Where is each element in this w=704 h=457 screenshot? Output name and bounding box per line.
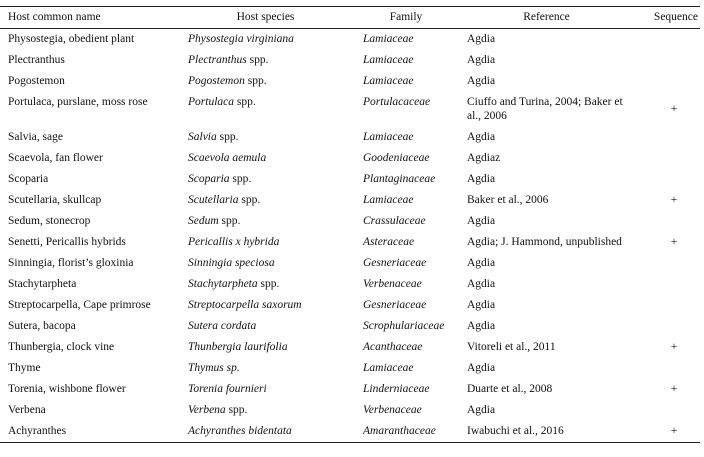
reference-cell: Agdiaz [467, 152, 501, 164]
family-cell: Plantaginaceae [363, 173, 436, 185]
host-common-name-cell: Scoparia [8, 173, 49, 185]
table-row [0, 92, 700, 127]
reference-cell: Agdia [467, 362, 496, 374]
table-row [0, 190, 700, 211]
sequence-cell [634, 169, 700, 190]
family-cell: Lamiaceae [363, 131, 414, 143]
sequence-cell: + [670, 194, 678, 206]
reference-cell: Agdia; J. Hammond, unpublished [467, 236, 622, 248]
species-name: Thunbergia laurifolia [188, 341, 288, 353]
family-cell: Lamiaceae [363, 33, 414, 45]
reference-cell: Agdia [467, 215, 496, 227]
reference-cell: Agdia [467, 54, 496, 66]
reference-cell: Vitoreli et al., 2011 [467, 341, 556, 353]
reference-cell: Agdia [467, 131, 496, 143]
host-species-cell [178, 127, 353, 148]
family-cell: Scrophulariaceae [363, 320, 445, 332]
family-cell: Lamiaceae [363, 75, 414, 87]
reference-cell: Agdia [467, 320, 496, 332]
species-suffix: spp. [246, 54, 269, 66]
host-common-name-cell: Pogostemon [8, 75, 65, 87]
host-species-cell [178, 211, 353, 232]
host-species-cell [178, 316, 353, 337]
family-cell: Crassulaceae [363, 215, 426, 227]
table-row [0, 274, 700, 295]
species-name: Scoparia [188, 173, 230, 185]
reference-cell: Agdia [467, 257, 496, 269]
table-row [0, 316, 700, 337]
reference-cell: Agdia [467, 33, 496, 45]
table-row [0, 71, 700, 92]
table-row [0, 379, 700, 400]
header-host-species: Host species [178, 7, 353, 29]
species-name: Scaevola aemula [188, 152, 267, 164]
header-family: Family [353, 7, 459, 29]
table-row [0, 337, 700, 358]
species-name: Physostegia virginiana [188, 33, 294, 45]
host-species-cell [178, 71, 353, 92]
family-cell: Lamiaceae [363, 194, 414, 206]
host-common-name-cell: Physostegia, obedient plant [8, 33, 135, 45]
family-cell: Goodeniaceae [363, 152, 430, 164]
table-row [0, 295, 700, 316]
species-suffix: spp. [257, 278, 280, 290]
table-row [0, 29, 700, 51]
table-row [0, 50, 700, 71]
host-common-name-cell: Plectranthus [8, 54, 65, 66]
species-name: Sutera cordata [188, 320, 257, 332]
table-row [0, 169, 700, 190]
family-cell: Linderniaceae [363, 383, 430, 395]
sequence-cell [634, 400, 700, 421]
sequence-cell [634, 358, 700, 379]
family-cell: Gesneriaceae [363, 299, 427, 311]
table-body [0, 29, 700, 443]
sequence-cell [634, 71, 700, 92]
host-species-cell [178, 50, 353, 71]
sequence-cell: + [670, 383, 678, 395]
host-common-name-cell: Portulaca, purslane, moss rose [8, 96, 148, 108]
reference-cell: Agdia [467, 75, 496, 87]
sequence-cell [634, 127, 700, 148]
table-row [0, 127, 700, 148]
species-name: Scutellaria [188, 194, 239, 206]
host-common-name-cell: Sedum, stonecrop [8, 215, 91, 227]
family-cell: Acanthaceae [363, 341, 423, 353]
host-species-cell [178, 92, 353, 127]
family-cell: Verbenaceae [363, 278, 422, 290]
host-species-cell [178, 253, 353, 274]
header-sequence: Sequence [634, 7, 700, 29]
family-cell: Lamiaceae [363, 362, 414, 374]
family-cell: Portulacaceae [363, 96, 431, 108]
species-name: Achyranthes bidentata [188, 425, 292, 437]
species-suffix: spp. [234, 96, 256, 108]
host-common-name-cell: Sutera, bacopa [8, 320, 76, 332]
species-suffix: spp. [218, 215, 241, 227]
sequence-cell [634, 316, 700, 337]
table-row [0, 253, 700, 274]
species-name: Pericallis x hybrida [188, 236, 280, 248]
species-name: Pogostemon [188, 75, 245, 87]
host-species-cell [178, 379, 353, 400]
table-row [0, 232, 700, 253]
host-common-name-cell: Stachytarpheta [8, 278, 77, 290]
table-row [0, 211, 700, 232]
species-suffix: spp. [229, 173, 252, 185]
reference-cell: Iwabuchi et al., 2016 [459, 421, 634, 443]
host-common-name-cell: Thyme [8, 362, 41, 374]
sequence-cell [634, 50, 700, 71]
family-cell: Asteraceae [363, 236, 415, 248]
table-row [0, 358, 700, 379]
sequence-cell: + [670, 103, 678, 115]
reference-cell: Agdia [467, 404, 496, 416]
species-name: Thymus sp. [188, 362, 240, 374]
species-name: Torenia fournieri [188, 383, 267, 395]
sequence-cell: + [670, 236, 678, 248]
host-common-name-cell: Salvia, sage [8, 131, 63, 143]
sequence-cell [634, 253, 700, 274]
header-host-common-name: Host common name [0, 7, 178, 29]
species-name: Plectranthus [188, 54, 247, 66]
host-common-name-cell: Streptocarpella, Cape primrose [8, 299, 151, 311]
host-common-name-cell: Scaevola, fan flower [8, 152, 103, 164]
host-common-name-cell: Sinningia, florist’s gloxinia [8, 257, 134, 269]
host-species-cell [178, 421, 353, 443]
species-name: Portulaca [188, 96, 234, 108]
table-row [0, 421, 700, 443]
host-table [0, 6, 700, 443]
sequence-cell [634, 211, 700, 232]
reference-cell: Agdia [467, 278, 496, 290]
species-suffix: spp. [225, 404, 248, 416]
header-row [0, 7, 700, 29]
sequence-cell: + [634, 421, 700, 443]
host-species-cell [178, 274, 353, 295]
species-name: Sinningia speciosa [188, 257, 275, 269]
header-reference: Reference [459, 7, 634, 29]
species-name: Verbena [188, 404, 226, 416]
sequence-cell [634, 148, 700, 169]
reference-cell: Duarte et al., 2008 [467, 383, 553, 395]
host-common-name-cell: Achyranthes [0, 421, 178, 443]
table-header [0, 7, 700, 29]
family-cell: Gesneriaceae [363, 257, 427, 269]
sequence-cell [634, 29, 700, 51]
reference-cell: Agdia [467, 299, 496, 311]
sequence-cell: + [670, 341, 678, 353]
host-species-cell [178, 295, 353, 316]
host-species-cell [178, 337, 353, 358]
host-species-cell [178, 29, 353, 51]
family-cell: Verbenaceae [363, 404, 422, 416]
host-species-cell [178, 358, 353, 379]
host-species-cell [178, 169, 353, 190]
species-suffix: spp. [216, 131, 239, 143]
species-suffix: spp. [244, 75, 267, 87]
host-species-cell [178, 148, 353, 169]
reference-cell: Ciuffo and Turina, 2004; Baker et al., 2006 [467, 96, 623, 122]
family-cell: Amaranthaceae [353, 421, 459, 443]
host-common-name-cell: Torenia, wishbone flower [8, 383, 126, 395]
species-suffix: spp. [238, 194, 261, 206]
species-name: Streptocarpella saxorum [188, 299, 302, 311]
host-species-cell [178, 400, 353, 421]
reference-cell: Baker et al., 2006 [467, 194, 549, 206]
host-species-cell [178, 232, 353, 253]
sequence-cell [634, 295, 700, 316]
family-cell: Lamiaceae [363, 54, 414, 66]
table-row [0, 148, 700, 169]
table-row [0, 400, 700, 421]
species-name: Salvia [188, 131, 217, 143]
host-species-cell [178, 190, 353, 211]
reference-cell: Agdia [467, 173, 496, 185]
host-common-name-cell: Scutellaria, skullcap [8, 194, 102, 206]
host-common-name-cell: Thunbergia, clock vine [8, 341, 115, 353]
host-common-name-cell: Verbena [8, 404, 46, 416]
host-common-name-cell: Senetti, Pericallis hybrids [8, 236, 126, 248]
sequence-cell [634, 274, 700, 295]
species-name: Sedum [188, 215, 219, 227]
species-name: Stachytarpheta [188, 278, 258, 290]
